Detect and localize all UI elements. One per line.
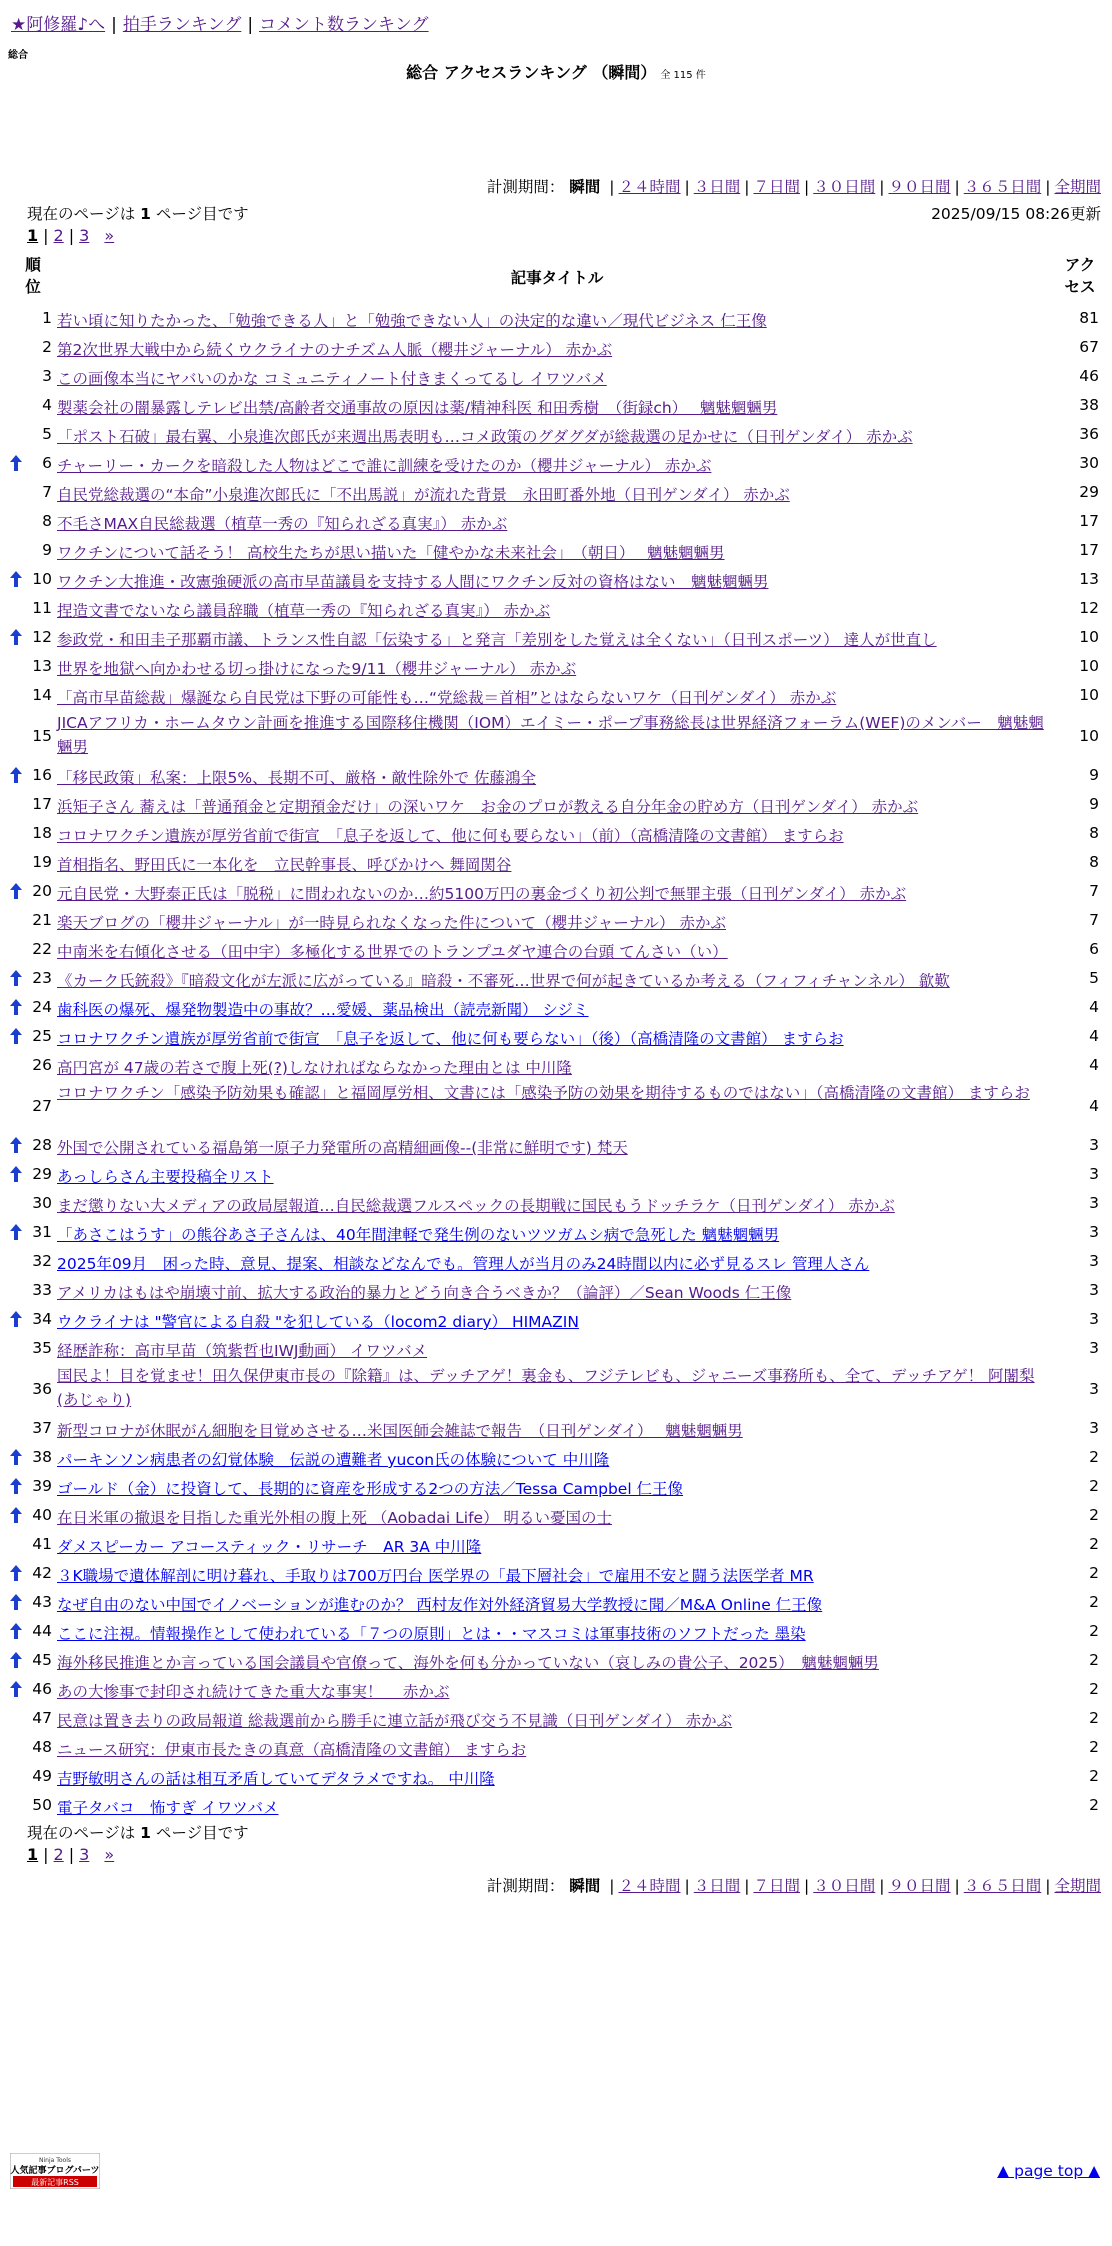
article-title-link[interactable]: 中南米を右傾化させる（田中宇）多極化する世界でのトランプユダヤ連合の台頭 てんさい（い） [57, 943, 728, 961]
pager-next[interactable]: » [104, 1845, 115, 1864]
article-title-link[interactable]: 経歴詐称：高市早苗（筑紫哲也IWJ動画） イワツバメ [57, 1342, 428, 1360]
article-title-link[interactable]: この画像本当にヤバいのかな コミュニティノート付きまくってるし イワツバメ [57, 370, 607, 388]
page-status-number: 1 [140, 205, 151, 223]
article-title-link[interactable]: 2025年09月 困った時、意見、提案、相談などなんでも。管理人が当月のみ24時間以内に必ず見るスレ 管理人さん [57, 1255, 870, 1273]
pager-current: 1 [27, 1845, 39, 1864]
page-status-prefix: 現在のページは [27, 205, 136, 223]
access-count: 2 [1089, 1535, 1099, 1553]
article-title-link[interactable]: コロナワクチン遺族が厚労省前で街宣 「息子を返して、他に何も要らない」（前）（高橋清隆の文書館） ますらお [57, 827, 844, 845]
table-row [0, 305, 1112, 331]
pager-current: 1 [27, 226, 39, 245]
rank-number: 24 [32, 998, 52, 1016]
article-title-link[interactable]: コロナワクチン「感染予防効果も確認」と福岡厚労相、文書には「感染予防の効果を期待するものではない」（高橋清隆の文書館） ますらお [57, 1084, 1030, 1102]
table-row [0, 849, 1112, 875]
rank-number: 46 [32, 1680, 52, 1698]
pagination-bottom [27, 1845, 114, 1864]
article-title-link[interactable]: まだ懲りない大メディアの政局屋報道…自民総裁選フルスペックの長期戦に国民もうドッチラケ（日刊ゲンダイ） 赤かぶ [57, 1197, 895, 1215]
period-option-link[interactable]: ３０日間 [813, 178, 876, 196]
article-title-link[interactable]: ニュース研究：伊東市長たきの真意（高橋清隆の文書館） ますらお [57, 1741, 527, 1759]
article-title-link[interactable]: ここに注視。情報操作として使われている「７つの原則」とは・・マスコミは軍事技術のソフトだった 墨染 [57, 1625, 806, 1643]
rank-header-line2: 位 [25, 278, 41, 296]
period-option-link[interactable]: ９０日間 [888, 1877, 951, 1895]
rank-number: 8 [42, 512, 52, 530]
rank-number: 1 [42, 309, 52, 327]
table-row [0, 965, 1112, 991]
article-title-link[interactable]: ウクライナは "警官による自殺 "を犯している（locom2 diary） HIMAZIN [57, 1313, 579, 1331]
rank-number: 42 [32, 1564, 52, 1582]
table-row [0, 508, 1112, 534]
article-title-link[interactable]: あの大惨事で封印され続けてきた重大な事実！ 赤かぶ [57, 1683, 450, 1701]
table-row [0, 537, 1112, 563]
table-row [0, 566, 1112, 592]
home-link[interactable]: ★阿修羅♪へ [11, 15, 106, 35]
table-row [0, 1444, 1112, 1470]
access-count: 10 [1079, 727, 1099, 745]
table-row [0, 1531, 1112, 1557]
access-count: 2 [1089, 1738, 1099, 1756]
rank-number: 12 [32, 628, 52, 646]
access-count: 9 [1089, 795, 1099, 813]
rank-number: 27 [32, 1097, 52, 1115]
article-title-link[interactable]: ワクチンについて話そう！ 高校生たちが思い描いた「健やかな未来社会」 （朝日） 魑魅魍魎男 [57, 544, 725, 562]
rank-number: 3 [42, 367, 52, 385]
rank-header-line1: 順 [25, 256, 41, 274]
table-row [0, 1415, 1112, 1441]
period-option-link[interactable]: ２４時間 [618, 1877, 681, 1895]
pager-separator: | [43, 1845, 49, 1864]
period-option-link[interactable]: ９０日間 [888, 178, 951, 196]
rank-number: 31 [32, 1223, 52, 1241]
table-row [0, 820, 1112, 846]
access-count: 3 [1089, 1165, 1099, 1183]
rank-number: 15 [32, 727, 52, 745]
access-count: 10 [1079, 628, 1099, 646]
table-row [0, 907, 1112, 933]
period-separator: | [1045, 178, 1051, 196]
article-title-link[interactable]: ３K職場で遺体解剖に明け暮れ、手取りは700万円台 医学界の「最下層社会」で雇用不安と闘う法医学者 MR [57, 1567, 814, 1585]
article-title-link[interactable]: あっしらさん主要投稿全リスト [57, 1168, 274, 1186]
access-count: 81 [1079, 309, 1099, 327]
table-row [0, 791, 1112, 817]
article-title-link[interactable]: 楽天ブログの「櫻井ジャーナル」が一時見られなくなった件について（櫻井ジャーナル） 赤かぶ [57, 914, 726, 932]
table-row [0, 1473, 1112, 1499]
article-title-link[interactable]: 「移民政策」私案：上限5%、長期不可、厳格・敵性除外で 佐藤鴻全 [57, 769, 537, 787]
rank-number: 36 [32, 1380, 52, 1398]
access-count: 4 [1089, 1097, 1099, 1115]
article-title-link[interactable]: 高円宮が 47歳の若さで腹上死(?)しなければならなかった理由とは 中川隆 [57, 1059, 572, 1077]
period-separator: | [804, 178, 810, 196]
table-row [0, 363, 1112, 389]
access-count: 7 [1089, 882, 1099, 900]
article-title-link[interactable]: 「高市早苗総裁」爆誕なら自民党は下野の可能性も…“党総裁＝首相”とはならないワケ（日刊ゲンダイ） 赤かぶ [57, 689, 837, 707]
logo-text-1: Ninja Tools [39, 2157, 71, 2164]
pager-page-3[interactable]: 3 [79, 1845, 90, 1864]
rank-number: 6 [42, 454, 52, 472]
period-separator: | [1045, 1877, 1051, 1895]
period-label: 計測期間： [486, 178, 565, 196]
access-count: 4 [1089, 998, 1099, 1016]
access-count: 3 [1089, 1380, 1099, 1398]
rank-number: 19 [32, 853, 52, 871]
article-title-link[interactable]: 参政党・和田圭子那覇市議、トランス性自認「伝染する」と発言「差別をした覚えは全くない」（日刊スポーツ） 達人が世直し [57, 631, 937, 649]
rank-number: 23 [32, 969, 52, 987]
page-title-text: 総合 アクセスランキング （瞬間） [406, 63, 657, 82]
period-selector-bottom [487, 1874, 1101, 1896]
access-count: 2 [1089, 1448, 1099, 1466]
article-title-link[interactable]: 歯科医の爆死、爆発物製造中の事故？…愛媛、薬品検出（読売新聞） シジミ [57, 1001, 589, 1019]
table-row [0, 1618, 1112, 1644]
access-count: 5 [1089, 969, 1099, 987]
access-count: 2 [1089, 1593, 1099, 1611]
table-row [0, 1306, 1112, 1332]
access-count: 3 [1089, 1194, 1099, 1212]
period-separator: | [744, 1877, 750, 1895]
article-title-link[interactable]: 世界を地獄へ向かわせる切っ掛けになった9/11（櫻井ジャーナル） 赤かぶ [57, 660, 577, 678]
access-count: 9 [1089, 766, 1099, 784]
page-status-number: 1 [140, 1824, 151, 1842]
table-row [0, 595, 1112, 621]
table-row [0, 1081, 1112, 1129]
period-separator: | [684, 178, 690, 196]
period-current: 瞬間 [569, 1877, 601, 1895]
period-option-link[interactable]: ７日間 [753, 178, 800, 196]
access-count: 38 [1079, 396, 1099, 414]
article-title-link[interactable]: 海外移民推進とか言っている国会議員や官僚って、海外を何も分かっていない（哀しみの貴公子、2025） 魑魅魍魎男 [57, 1654, 879, 1672]
access-count: 3 [1089, 1252, 1099, 1270]
table-row [0, 711, 1112, 759]
table-header [0, 250, 1112, 302]
period-option-link[interactable]: 全期間 [1054, 178, 1101, 196]
table-row [0, 1560, 1112, 1586]
updated-timestamp: 2025/09/15 08:26更新 [931, 205, 1101, 223]
article-title-link[interactable]: 「あさこはうす」の熊谷あさ子さんは、40年間津軽で発生例のないツツガムシ病で急死した 魑魅魍魎男 [57, 1226, 780, 1244]
article-title-link[interactable]: 吉野敏明さんの話は相互矛盾していてデタラメですね。 中川隆 [57, 1770, 495, 1788]
access-count: 2 [1089, 1564, 1099, 1582]
title-header: 記事タイトル [510, 269, 604, 287]
access-count: 36 [1079, 425, 1099, 443]
table-row [0, 994, 1112, 1020]
page-top-link[interactable]: ▲ page top ▲ [997, 2162, 1100, 2180]
nav-separator: | [247, 15, 254, 35]
rank-number: 38 [32, 1448, 52, 1466]
article-title-link[interactable]: 新型コロナが休眠がん細胞を目覚めさせる…米国医師会雑誌で報告 （日刊ゲンダイ） 魑魅魍魎男 [57, 1422, 743, 1440]
table-row [0, 421, 1112, 447]
pager-separator: | [68, 226, 75, 245]
pager-next[interactable]: » [104, 226, 115, 245]
ninja-tools-logo[interactable] [10, 2153, 100, 2189]
table-row [0, 1277, 1112, 1303]
article-title-link[interactable]: 若い頃に知りたかった、「勉強できる人」と「勉強できない人」の決定的な違い／現代ビジネス 仁王像 [57, 312, 767, 330]
top-navigation [11, 10, 429, 35]
access-count: 4 [1089, 1056, 1099, 1074]
access-count: 29 [1079, 483, 1099, 501]
access-count: 67 [1079, 338, 1099, 356]
article-title-link[interactable]: JICAアフリカ・ホームタウン計画を推進する国際移住機関（IOM）エイミー・ポープ事務総長は世界経済フォーラム(WEF)のメンバー 魑魅魍魎男 [57, 714, 1044, 756]
article-title-link[interactable]: 浜矩子さん 蕎えは「普通預金と定期預金だけ」の深いワケ お金のプロが教える自分年金の貯め方（日刊ゲンダイ） 赤かぶ [57, 798, 919, 816]
rank-number: 25 [32, 1027, 52, 1045]
access-count: 8 [1089, 853, 1099, 871]
table-row [0, 392, 1112, 418]
article-title-link[interactable]: 自民党総裁選の“本命”小泉進次郎氏に「不出馬説」が流れた背景 永田町番外地（日刊ゲンダイ） 赤かぶ [57, 486, 790, 504]
article-title-link[interactable]: ゴールド（金）に投資して、長期的に資産を形成する2つの方法／Tessa Campbel 仁王像 [57, 1480, 684, 1498]
rank-number: 16 [32, 766, 52, 784]
rank-number: 32 [32, 1252, 52, 1270]
access-count: 3 [1089, 1223, 1099, 1241]
rank-number: 17 [32, 795, 52, 813]
page-status-suffix: ページ目です [155, 1824, 249, 1842]
table-row [0, 450, 1112, 476]
category-tag: 総合 [8, 50, 28, 61]
rank-number: 21 [32, 911, 52, 929]
period-option-link[interactable]: ３日間 [693, 178, 741, 196]
table-row [0, 479, 1112, 505]
rank-number: 28 [32, 1136, 52, 1154]
period-separator: | [954, 1877, 960, 1895]
article-title-link[interactable]: 不毛さMAX自民総裁選（植草一秀の『知られざる真実』） 赤かぶ [57, 515, 508, 533]
period-separator: | [804, 1877, 810, 1895]
article-title-link[interactable]: 在日米軍の撤退を目指した重光外相の腹上死 （Aobadai Life） 明るい憂国の士 [57, 1509, 613, 1527]
access-count: 2 [1089, 1622, 1099, 1640]
period-selector-top [487, 175, 1101, 197]
page-status-suffix: ページ目です [155, 205, 249, 223]
period-separator: | [879, 1877, 885, 1895]
rank-number: 34 [32, 1310, 52, 1328]
article-title-link[interactable]: 製薬会社の闇暴露しテレビ出禁/高齢者交通事故の原因は薬/精神科医 和田秀樹 （街録ch） 魑魅魍魎男 [57, 399, 778, 417]
article-title-link[interactable]: ダメスピーカー アコースティック・リサーチ AR 3A 中川隆 [57, 1538, 482, 1556]
table-row [0, 1647, 1112, 1673]
period-separator: | [954, 178, 960, 196]
rank-number: 7 [42, 483, 52, 501]
access-count: 8 [1089, 824, 1099, 842]
table-row [0, 878, 1112, 904]
pager-spacer [94, 226, 99, 245]
table-row [0, 1364, 1112, 1412]
period-option-link[interactable]: ２４時間 [618, 178, 681, 196]
pager-separator: | [68, 1845, 75, 1864]
access-count: 30 [1079, 454, 1099, 472]
pager-page-2[interactable]: 2 [53, 226, 64, 245]
rank-number: 9 [42, 541, 52, 559]
article-title-link[interactable]: 捏造文書でないなら議員辞職（植草一秀の『知られざる真実』） 赤かぶ [57, 602, 551, 620]
table-row [0, 682, 1112, 708]
period-option-link[interactable]: ３０日間 [813, 1877, 876, 1895]
table-row [0, 1734, 1112, 1760]
period-option-link[interactable]: 全期間 [1054, 1877, 1101, 1895]
rank-number: 37 [32, 1419, 52, 1437]
period-option-link[interactable]: ３６５日間 [963, 178, 1042, 196]
table-row [0, 1052, 1112, 1078]
access-count: 4 [1089, 1027, 1099, 1045]
access-count: 3 [1089, 1136, 1099, 1154]
page-status-prefix: 現在のページは [27, 1824, 136, 1842]
applause-ranking-link[interactable]: 拍手ランキング [122, 15, 242, 35]
table-row [0, 1763, 1112, 1789]
table-row [0, 1161, 1112, 1187]
logo-text-3: 最新記事RSS [31, 2178, 79, 2187]
table-row [0, 1335, 1112, 1361]
article-title-link[interactable]: 第2次世界大戦中から続くウクライナのナチズム人脈（櫻井ジャーナル） 赤かぶ [57, 341, 613, 359]
table-row [0, 1023, 1112, 1049]
rank-number: 2 [42, 338, 52, 356]
rank-number: 14 [32, 686, 52, 704]
access-count: 13 [1079, 570, 1099, 588]
rank-number: 39 [32, 1477, 52, 1495]
rank-number: 4 [42, 396, 52, 414]
article-title-link[interactable]: コロナワクチン遺族が厚労省前で街宣 「息子を返して、他に何も要らない」（後）（高橋清隆の文書館） ますらお [57, 1030, 844, 1048]
logo-text-2: 人気記事ブログパーツ [10, 2166, 100, 2176]
rank-number: 22 [32, 940, 52, 958]
table-row [0, 1589, 1112, 1615]
rank-number: 41 [32, 1535, 52, 1553]
rank-number: 49 [32, 1767, 52, 1785]
article-title-link[interactable]: 《カーク氏銃殺》『暗殺文化が左派に広がっている』暗殺・不審死…世界で何が起きているか考える（フィフィチャンネル） 歙歎 [57, 972, 950, 990]
current-page-status-bottom [27, 1821, 249, 1843]
article-title-link[interactable]: チャーリー・カークを暗殺した人物はどこで誰に訓練を受けたのか（櫻井ジャーナル） 赤かぶ [57, 457, 712, 475]
table-row [0, 334, 1112, 360]
rank-number: 47 [32, 1709, 52, 1727]
rank-number: 40 [32, 1506, 52, 1524]
nav-separator: | [111, 15, 117, 35]
pager-separator: | [43, 226, 49, 245]
access-count: 2 [1089, 1796, 1099, 1814]
access-count: 2 [1089, 1651, 1099, 1669]
article-title-link[interactable]: パーキンソン病患者の幻覚体験＿伝説の遭難者 yucon氏の体験について 中川隆 [57, 1451, 610, 1469]
article-title-link[interactable]: アメリカはもはや崩壊寸前、拡大する政治的暴力とどう向き合うべきか？（論評）／Sean Woods 仁王像 [57, 1284, 792, 1302]
comment-ranking-link[interactable]: コメント数ランキング [259, 15, 429, 35]
rank-number: 20 [32, 882, 52, 900]
rank-number: 44 [32, 1622, 52, 1640]
access-count: 10 [1079, 686, 1099, 704]
table-row [0, 762, 1112, 788]
period-current: 瞬間 [569, 178, 601, 196]
ninja-tools-logo-image [10, 2153, 100, 2189]
article-title-link[interactable]: ワクチン大推進・改憲強硬派の高市早苗議員を支持する人間にワクチン反対の資格はない 魑魅魍魎男 [57, 573, 769, 591]
table-row [0, 1676, 1112, 1702]
access-count: 3 [1089, 1310, 1099, 1328]
access-count: 17 [1079, 512, 1099, 530]
period-options [605, 1877, 1101, 1895]
period-option-link[interactable]: ７日間 [753, 1877, 800, 1895]
table-row [0, 1248, 1112, 1274]
access-count: 6 [1089, 940, 1099, 958]
access-count: 2 [1089, 1680, 1099, 1698]
rank-number: 26 [32, 1056, 52, 1074]
table-row [0, 1132, 1112, 1158]
article-title-link[interactable]: 元自民党・大野泰正氏は「脱税」に問われないのか…約5100万円の裏金づくり初公判で無罪主張（日刊ゲンダイ） 赤かぶ [57, 885, 907, 903]
rank-number: 29 [32, 1165, 52, 1183]
period-option-link[interactable]: ３６５日間 [963, 1877, 1042, 1895]
rank-number: 18 [32, 824, 52, 842]
pager-page-2[interactable]: 2 [53, 1845, 64, 1864]
rank-header [18, 254, 48, 298]
rank-number: 30 [32, 1194, 52, 1212]
access-count: 7 [1089, 911, 1099, 929]
article-title-link[interactable]: 電子タバコ 怖すぎ イワツバメ [57, 1799, 279, 1817]
article-title-link[interactable]: 「ポスト石破」最右翼、小泉進次郎氏が来週出馬表明も…コメ政策のグダグダが総裁選の足かせに（日刊ゲンダイ） 赤かぶ [57, 428, 913, 446]
period-options [605, 178, 1101, 196]
article-title-link[interactable]: なぜ自由のない中国でイノベーションが進むのか？ 西村友作対外経済貿易大学教授に聞／M&A Online 仁王像 [57, 1596, 823, 1614]
table-row [0, 624, 1112, 650]
page-title [0, 60, 1112, 83]
access-count: 3 [1089, 1419, 1099, 1437]
table-row [0, 936, 1112, 962]
period-separator: | [684, 1877, 690, 1895]
rank-number: 10 [32, 570, 52, 588]
article-title-link[interactable]: 国民よ！目を覚ませ！田久保伊東市長の『除籍』は、デッチアゲ！裏金も、フジテレビも、ジャニーズ事務所も、全て、デッチアゲ！ 阿闍梨(あじゃり) [57, 1367, 1035, 1409]
rank-number: 35 [32, 1339, 52, 1357]
rank-number: 13 [32, 657, 52, 675]
access-count: 3 [1089, 1339, 1099, 1357]
article-title-link[interactable]: 外国で公開されている福島第一原子力発電所の高精細画像--(非常に鮮明です) 梵天 [57, 1139, 628, 1157]
pagination-top [27, 226, 114, 245]
article-title-link[interactable]: 民意は置き去りの政局報道 総裁選前から勝手に連立話が飛び交う不見識（日刊ゲンダイ） 赤かぶ [57, 1712, 733, 1730]
period-option-link[interactable]: ３日間 [693, 1877, 741, 1895]
current-page-status [27, 202, 249, 224]
period-separator: | [744, 178, 750, 196]
count-header-line2: セス [1064, 278, 1096, 296]
access-count: 3 [1089, 1281, 1099, 1299]
period-separator: | [609, 178, 615, 196]
access-count: 2 [1089, 1506, 1099, 1524]
count-header-line1: アク [1064, 256, 1096, 274]
access-count: 46 [1079, 367, 1099, 385]
rank-number: 5 [42, 425, 52, 443]
rank-number: 45 [32, 1651, 52, 1669]
rank-number: 48 [32, 1738, 52, 1756]
access-count: 12 [1079, 599, 1099, 617]
period-label: 計測期間： [486, 1877, 565, 1895]
table-row [0, 1219, 1112, 1245]
table-row [0, 1502, 1112, 1528]
count-header [1060, 254, 1100, 298]
rank-number: 11 [32, 599, 52, 617]
period-separator: | [609, 1877, 615, 1895]
rank-number: 43 [32, 1593, 52, 1611]
pager-spacer [94, 1845, 99, 1864]
rank-number: 33 [32, 1281, 52, 1299]
table-row [0, 1190, 1112, 1216]
table-row [0, 1705, 1112, 1731]
period-separator: | [879, 178, 885, 196]
rank-number: 50 [32, 1796, 52, 1814]
access-count: 17 [1079, 541, 1099, 559]
pager-page-3[interactable]: 3 [79, 226, 90, 245]
access-count: 10 [1079, 657, 1099, 675]
table-row [0, 1792, 1112, 1818]
access-count: 2 [1089, 1709, 1099, 1727]
access-count: 2 [1089, 1477, 1099, 1495]
article-title-link[interactable]: 首相指名、野田氏に一本化を 立民幹事長、呼びかけへ 舞岡関谷 [57, 856, 512, 874]
total-count: 全 115 件 [660, 70, 706, 81]
table-row [0, 653, 1112, 679]
access-count: 2 [1089, 1767, 1099, 1785]
